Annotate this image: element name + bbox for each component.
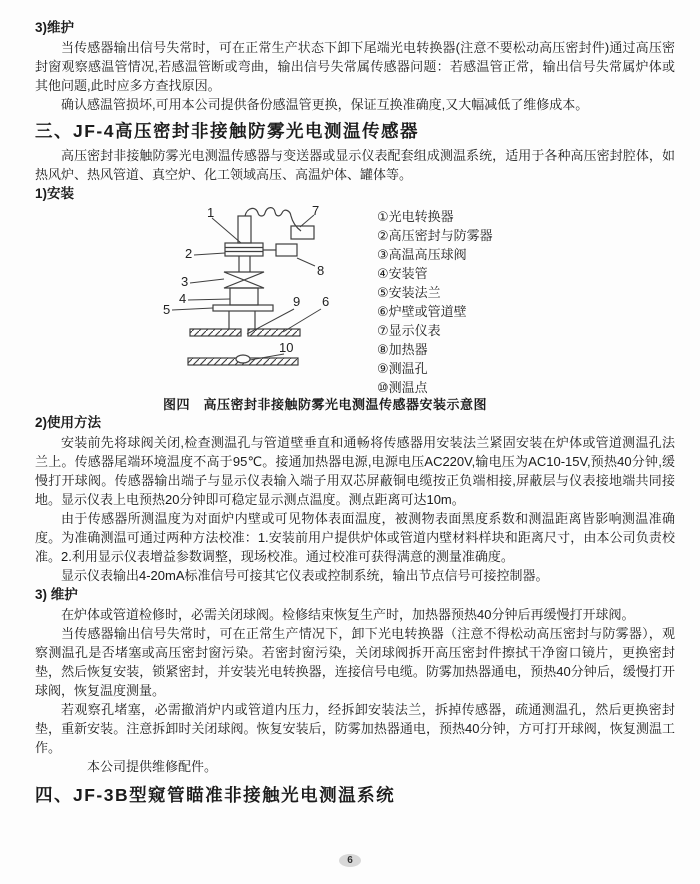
part-label-5: 5 <box>163 302 171 317</box>
section3-title: 三、JF-4高压密封非接触防雾光电测温传感器 <box>35 121 419 141</box>
page-number-badge: 6 <box>339 854 361 867</box>
signal-cable-shape <box>245 208 301 231</box>
section4-title: 四、JF-3B型窥管瞄准非接触光电测温系统 <box>35 785 396 805</box>
legend-item: ⑥炉壁或管道壁 <box>377 304 467 319</box>
sensor-installation-drawing <box>143 205 405 391</box>
legend-item: ⑦显示仪表 <box>377 323 441 338</box>
part-label-7: 7 <box>312 205 320 218</box>
legend-item: ⑤安装法兰 <box>377 285 441 300</box>
legend-item: ⑩测温点 <box>377 380 428 395</box>
heater-box-shape <box>276 244 297 256</box>
part-label-10: 10 <box>279 340 294 355</box>
prev-maintenance-label: 3)维护 <box>35 20 75 35</box>
part-label-2: 2 <box>185 246 193 261</box>
prev-maintenance-para-2: 确认感温管损坏,可用本公司提供备份感温管更换，保证互换准确度,又大幅减低了维修成本。 <box>61 97 589 112</box>
part-label-9: 9 <box>293 294 301 309</box>
maintenance-para-4: 本公司提供维修配件。 <box>87 759 218 774</box>
display-box-shape <box>291 226 314 239</box>
part-label-3: 3 <box>181 274 189 289</box>
part-label-1: 1 <box>207 205 215 220</box>
maintenance-para-1: 在炉体或管道检修时，必需关闭球阀。检修结束恢复生产时，加热器预热40分钟后再缓慢打开球阀。 <box>61 607 635 622</box>
figure-4-installation-diagram <box>35 205 675 413</box>
wall-right-shape <box>248 329 300 336</box>
page-number-area <box>0 850 700 868</box>
ball-valve-shape <box>224 272 264 288</box>
install-tube-shape <box>230 288 258 305</box>
maintenance-para-3: 若观察孔堵塞，必需撤消炉内或管道内压力，经拆卸安装法兰，拆掉传感器，疏通测温孔，然后更换密封垫，重新安装。注意拆卸时关闭球阀。恢复安装后，防雾加热器通电，预热40分钟，方可打开球阀，恢复测温工作。 <box>35 702 675 755</box>
part-label-8: 8 <box>317 263 325 278</box>
usage-para-1: 安装前先将球阀关闭,检查测温孔与管道壁垂直和通畅将传感器用安装法兰紧固安装在炉体或管道测温孔法兰上。传感器尾端环境温度不高于95℃。接通加热器电源,电源电压AC220V,输电压为AC10-15V,预热40分钟,缓慢打开球阀。传感器输出端子与显示仪表输入端子用双芯屏蔽铜电缆按正负端相接,屏蔽层与仪表接地端共同接地。显示仪表上电预热20分钟即可稳定显示测点温度。测点距离可达10m。 <box>35 435 675 507</box>
part-label-4: 4 <box>179 291 187 306</box>
legend-item: ①光电转换器 <box>377 209 454 224</box>
usage-label: 2)使用方法 <box>35 415 102 430</box>
measuring-point-shape <box>236 355 250 363</box>
page-body <box>35 18 675 808</box>
install-label: 1)安装 <box>35 186 75 201</box>
legend-item: ④安装管 <box>377 266 428 281</box>
usage-para-2: 由于传感器所测温度为对面炉内壁或可见物体表面温度，被测物表面黑度系数和测温距离皆影响测温准确度。为准确测温可通过两种方法校准：1.安装前用户提供炉体或管道内壁材料样块和距离尺寸，由本公司负责校准。2.利用显示仪表增益参数调整，现场校准。通过校准可获得满意的测量准确度。 <box>35 511 675 564</box>
legend-item: ②高压密封与防雾器 <box>377 228 493 243</box>
figure-legend <box>377 207 493 397</box>
wall-left-shape <box>190 329 241 336</box>
converter-tube-shape <box>238 216 251 243</box>
legend-item: ⑨测温孔 <box>377 361 428 376</box>
maintenance-para-2: 当传感器输出信号失常时，可在正常生产情况下，卸下光电转换器（注意不得松动高压密封与防雾器），观察测温孔是否堵塞或高压密封窗污染。若密封窗污染，关闭球阀拆开高压密封件擦拭干净窗口镜片，更换密封垫，然后恢复安装，锁紧密封，并安装光电转换器，连接信号电缆。防雾加热器通电，预热40分钟后，缓慢打开球阀，恢复温度测量。 <box>35 626 675 698</box>
prev-maintenance-para-1: 当传感器输出信号失常时，可在正常生产状态下卸下尾端光电转换器(注意不要松动高压密封件)通过高压密封窗观察感温管情况,若感温管断或弯曲，输出信号失常属传感器问题：若感温管正常，输出信号失常属炉体或其他问题,此时应多方查找原因。 <box>35 40 675 93</box>
maintenance-label: 3) 维护 <box>35 587 78 602</box>
figure-caption: 图四 高压密封非接触防雾光电测温传感器安装示意图 <box>162 397 487 412</box>
seal-antifog-shape <box>225 243 263 256</box>
legend-item: ③高温高压球阀 <box>377 247 467 262</box>
flange-shape <box>213 305 273 311</box>
legend-item: ⑧加热器 <box>377 342 428 357</box>
part-label-6: 6 <box>322 294 330 309</box>
section3-intro: 高压密封非接触防雾光电测温传感器与变送器或显示仪表配套组成测温系统，适用于各种高压密封腔体，如热风炉、热风管道、真空炉、化工领域高压、高温炉体、罐体等。 <box>35 148 675 182</box>
usage-para-3: 显示仪表输出4-20mA标准信号可接其它仪表或控制系统，输出节点信号可接控制器。 <box>61 568 549 583</box>
